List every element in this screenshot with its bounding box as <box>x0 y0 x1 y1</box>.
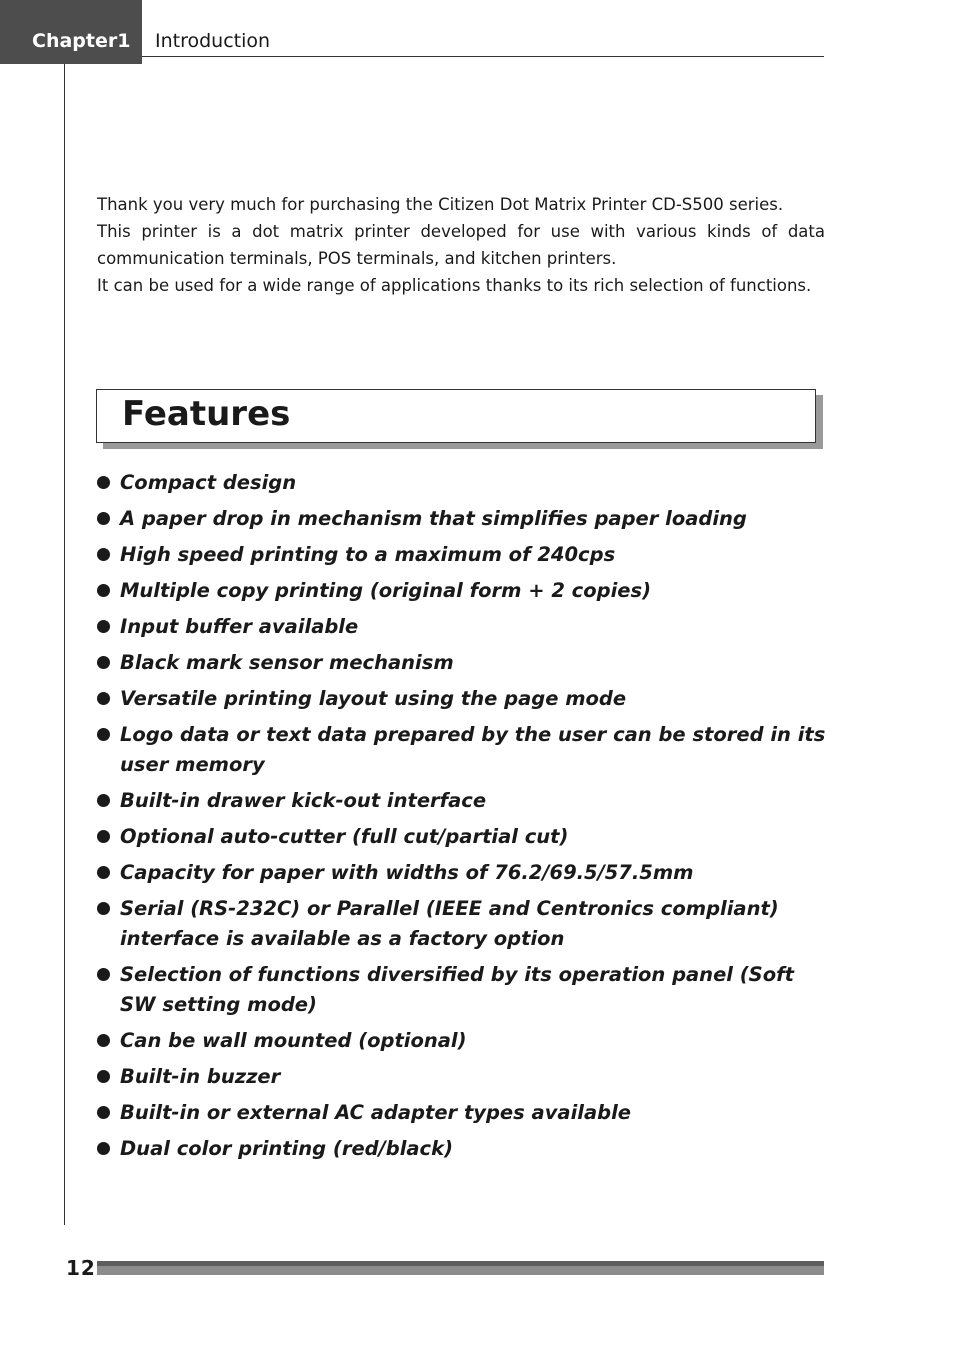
list-item <box>97 1026 827 1056</box>
list-item <box>97 504 827 534</box>
feature-text: A paper drop in mechanism that simplifies paper loading <box>120 507 747 530</box>
features-heading-box <box>96 389 816 443</box>
section-title: Introduction <box>155 30 271 52</box>
feature-text: Dual color printing (red/black) <box>120 1137 453 1160</box>
bullet-icon <box>97 794 110 807</box>
intro-line: It can be used for a wide range of applications thanks to its rich selection of functions. <box>97 276 812 295</box>
list-item <box>97 576 827 606</box>
bullet-icon <box>97 512 110 525</box>
bullet-icon <box>97 692 110 705</box>
intro-paragraph <box>97 191 825 299</box>
chapter-tab <box>0 0 142 64</box>
bullet-icon <box>97 620 110 633</box>
feature-text: Black mark sensor mechanism <box>120 651 454 674</box>
footer-bar-highlight <box>97 1261 824 1266</box>
left-margin-rule <box>64 64 65 1225</box>
header-rule <box>142 56 824 57</box>
bullet-icon <box>97 1034 110 1047</box>
bullet-icon <box>97 866 110 879</box>
feature-text: Can be wall mounted (optional) <box>120 1029 467 1052</box>
bullet-icon <box>97 656 110 669</box>
list-item <box>97 720 827 780</box>
list-item <box>97 612 827 642</box>
bullet-icon <box>97 584 110 597</box>
feature-text: Capacity for paper with widths of 76.2/69.5/57.5mm <box>120 861 694 884</box>
feature-text: Optional auto-cutter (full cut/partial cut) <box>120 825 569 848</box>
list-item <box>97 1062 827 1092</box>
list-item <box>97 786 827 816</box>
feature-text: Built-in or external AC adapter types available <box>120 1101 631 1124</box>
feature-text: Multiple copy printing (original form + 2 copies) <box>120 579 652 602</box>
feature-text: Input buffer available <box>120 615 359 638</box>
feature-text: Selection of functions diversified by its operation panel (Soft SW setting mode) <box>120 963 794 1016</box>
bullet-icon <box>97 476 110 489</box>
feature-text: Logo data or text data prepared by the user can be stored in its user memory <box>120 723 826 776</box>
list-item <box>97 1098 827 1128</box>
bullet-icon <box>97 1106 110 1119</box>
bullet-icon <box>97 902 110 915</box>
list-item <box>97 540 827 570</box>
intro-line: Thank you very much for purchasing the Citizen Dot Matrix Printer CD-S500 series. <box>97 195 784 214</box>
feature-text: High speed printing to a maximum of 240cps <box>120 543 616 566</box>
bullet-icon <box>97 548 110 561</box>
list-item <box>97 822 827 852</box>
bullet-icon <box>97 1070 110 1083</box>
features-heading: Features <box>122 394 291 434</box>
bullet-icon <box>97 728 110 741</box>
bullet-icon <box>97 1142 110 1155</box>
list-item <box>97 468 827 498</box>
list-item <box>97 684 827 714</box>
feature-text: Serial (RS-232C) or Parallel (IEEE and Centronics compliant) interface is available as a factory option <box>120 897 779 950</box>
feature-text: Versatile printing layout using the page mode <box>120 687 627 710</box>
feature-text: Compact design <box>120 471 297 494</box>
feature-text: Built-in drawer kick-out interface <box>120 789 487 812</box>
intro-line: This printer is a dot matrix printer developed for use with various kinds of data communication terminals, POS terminals, and kitchen printers. <box>97 222 825 268</box>
bullet-icon <box>97 830 110 843</box>
list-item <box>97 960 827 1020</box>
list-item <box>97 894 827 954</box>
list-item <box>97 858 827 888</box>
chapter-label: Chapter1 <box>32 30 131 52</box>
feature-text: Built-in buzzer <box>120 1065 281 1088</box>
bullet-icon <box>97 968 110 981</box>
page-number: 12 <box>66 1256 96 1280</box>
list-item <box>97 1134 827 1164</box>
feature-list <box>97 468 827 1170</box>
list-item <box>97 648 827 678</box>
